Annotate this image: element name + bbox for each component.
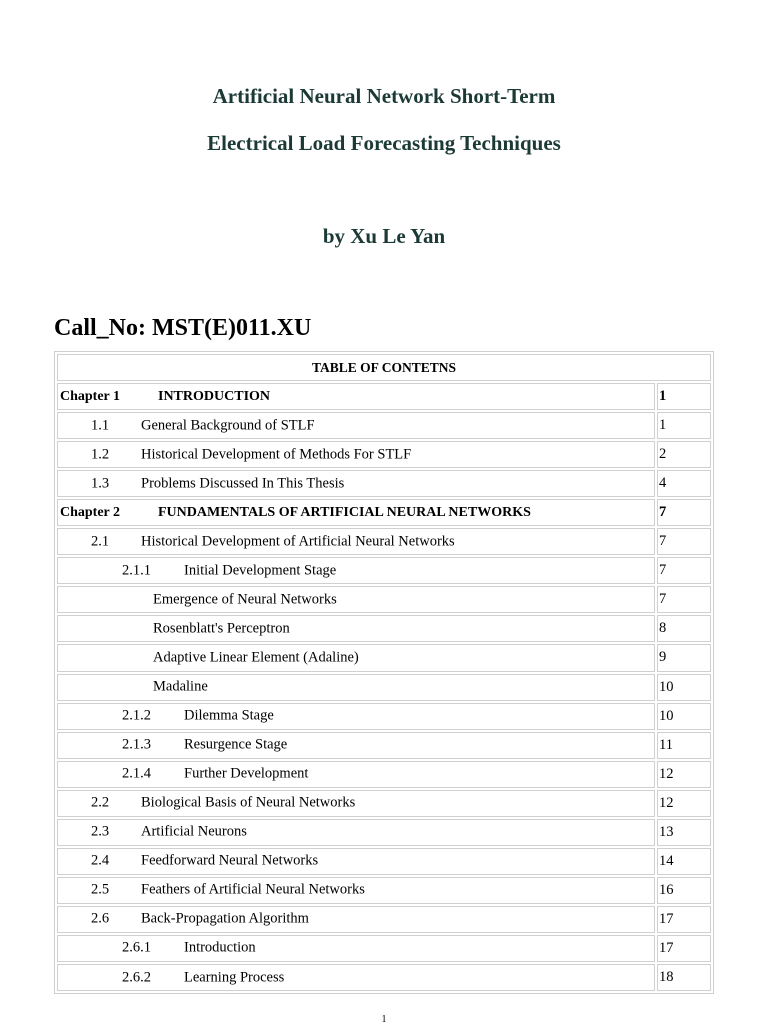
call-number: Call_No: MST(E)011.XU <box>54 315 312 341</box>
toc-entry-number: 2.6.1 <box>122 939 151 956</box>
toc-row <box>57 906 711 933</box>
toc-entry-cell <box>57 877 655 904</box>
toc-entry-page: 14 <box>657 848 711 875</box>
toc-entry-cell <box>57 499 655 526</box>
toc-entry-cell <box>57 383 655 410</box>
toc-row <box>57 557 711 584</box>
toc-row <box>57 470 711 497</box>
toc-entry-page: 10 <box>657 703 711 730</box>
toc-row <box>57 412 711 439</box>
toc-entry-title: Initial Development Stage <box>184 562 337 579</box>
toc-entry-page: 17 <box>657 906 711 933</box>
toc-row <box>57 964 711 991</box>
toc-entry-number: Chapter 1 <box>60 388 121 404</box>
toc-entry-page: 12 <box>657 790 711 817</box>
toc-entry-title: Resurgence Stage <box>184 736 288 753</box>
toc-row <box>57 848 711 875</box>
toc-entry-title: Further Development <box>184 765 309 782</box>
toc-row <box>57 935 711 962</box>
toc-entry-title: Biological Basis of Neural Networks <box>141 794 356 811</box>
toc-row <box>57 528 711 555</box>
toc-entry-cell <box>57 703 655 730</box>
toc-entry-page: 1 <box>657 412 711 439</box>
toc-entry-number: 2.1.1 <box>122 562 151 579</box>
toc-table <box>57 354 711 991</box>
toc-chapter-row <box>57 383 711 410</box>
toc-entry-title: Rosenblatt's Perceptron <box>153 620 290 637</box>
toc-entry-title: Historical Development of Methods For STLF <box>141 446 412 463</box>
toc-entry-cell <box>57 906 655 933</box>
toc-entry-page: 10 <box>657 674 711 701</box>
toc-entry-page: 1 <box>657 383 711 410</box>
toc-entry-cell <box>57 441 655 468</box>
toc-entry-title: FUNDAMENTALS OF ARTIFICIAL NEURAL NETWORKS <box>158 504 531 520</box>
toc-entry-title: Historical Development of Artificial Neural Networks <box>141 533 455 550</box>
toc-entry-cell <box>57 412 655 439</box>
toc-entry-number: 2.6.2 <box>122 969 151 985</box>
toc-row <box>57 703 711 730</box>
toc-entry-cell <box>57 790 655 817</box>
toc-entry-cell <box>57 644 655 671</box>
toc-row <box>57 586 711 613</box>
toc-entry-page: 2 <box>657 441 711 468</box>
toc-entry-title: Emergence of Neural Networks <box>153 591 337 608</box>
toc-entry-cell <box>57 761 655 788</box>
toc-entry-cell <box>57 528 655 555</box>
toc-entry-number: 2.2 <box>91 794 110 811</box>
toc-entry-page: 7 <box>657 557 711 584</box>
toc-entry-number: 1.2 <box>91 446 110 463</box>
toc-entry-number: 1.3 <box>91 475 110 492</box>
toc-entry-title: Back-Propagation Algorithm <box>141 910 309 927</box>
toc-entry-page: 18 <box>657 964 711 991</box>
toc-entry-page: 16 <box>657 877 711 904</box>
toc-entry-cell <box>57 819 655 846</box>
toc-entry-cell <box>57 470 655 497</box>
document-title-line-2: Electrical Load Forecasting Techniques <box>207 131 561 155</box>
toc-entry-title: INTRODUCTION <box>158 388 271 404</box>
toc-entry-title: Madaline <box>153 678 208 695</box>
toc-entry-page: 11 <box>657 732 711 759</box>
toc-row <box>57 761 711 788</box>
toc-row <box>57 790 711 817</box>
toc-entry-number: 2.1.2 <box>122 707 151 724</box>
toc-entry-number: 2.6 <box>91 910 110 927</box>
toc-entry-title: Adaptive Linear Element (Adaline) <box>153 649 359 666</box>
toc-entry-page: 7 <box>657 528 711 555</box>
toc-row <box>57 674 711 701</box>
toc-entry-number: 1.1 <box>91 417 110 434</box>
toc-row <box>57 644 711 671</box>
toc-entry-page: 13 <box>657 819 711 846</box>
document-author: by Xu Le Yan <box>322 224 446 248</box>
toc-entry-title: Problems Discussed In This Thesis <box>141 475 345 492</box>
document-title-line-1: Artificial Neural Network Short-Term <box>212 84 556 108</box>
table-of-contents <box>54 351 714 994</box>
toc-entry-number: 2.1.3 <box>122 736 151 753</box>
toc-entry-page: 17 <box>657 935 711 962</box>
toc-entry-title: Artificial Neurons <box>141 823 247 840</box>
toc-entry-page: 12 <box>657 761 711 788</box>
toc-entry-title: General Background of STLF <box>141 417 315 434</box>
toc-entry-page: 8 <box>657 615 711 642</box>
toc-entry-number: 2.4 <box>91 852 110 869</box>
toc-entry-page: 7 <box>657 586 711 613</box>
page-number: 1 <box>381 1014 387 1025</box>
toc-entry-cell <box>57 964 655 991</box>
toc-row <box>57 819 711 846</box>
toc-entry-cell <box>57 732 655 759</box>
toc-row <box>57 732 711 759</box>
toc-entry-page: 9 <box>657 644 711 671</box>
toc-row <box>57 877 711 904</box>
toc-entry-number: 2.5 <box>91 881 110 898</box>
toc-entry-cell <box>57 557 655 584</box>
toc-entry-cell <box>57 615 655 642</box>
toc-entry-title: Feedforward Neural Networks <box>141 852 319 869</box>
toc-heading: TABLE OF CONTETNS <box>57 354 711 381</box>
toc-entry-cell <box>57 848 655 875</box>
toc-row <box>57 441 711 468</box>
toc-entry-page: 4 <box>657 470 711 497</box>
toc-entry-number: 2.1 <box>91 533 110 550</box>
toc-entry-number: Chapter 2 <box>60 504 121 520</box>
toc-entry-cell <box>57 586 655 613</box>
toc-entry-cell <box>57 674 655 701</box>
toc-entry-title: Dilemma Stage <box>184 707 274 724</box>
toc-entry-title: Feathers of Artificial Neural Networks <box>141 881 365 898</box>
toc-entry-title: Learning Process <box>184 969 285 985</box>
toc-chapter-row <box>57 499 711 526</box>
toc-entry-number: 2.3 <box>91 823 110 840</box>
toc-entry-page: 7 <box>657 499 711 526</box>
toc-entry-title: Introduction <box>184 939 256 956</box>
toc-heading-row <box>57 354 711 381</box>
toc-row <box>57 615 711 642</box>
toc-entry-number: 2.1.4 <box>122 765 151 782</box>
toc-entry-cell <box>57 935 655 962</box>
